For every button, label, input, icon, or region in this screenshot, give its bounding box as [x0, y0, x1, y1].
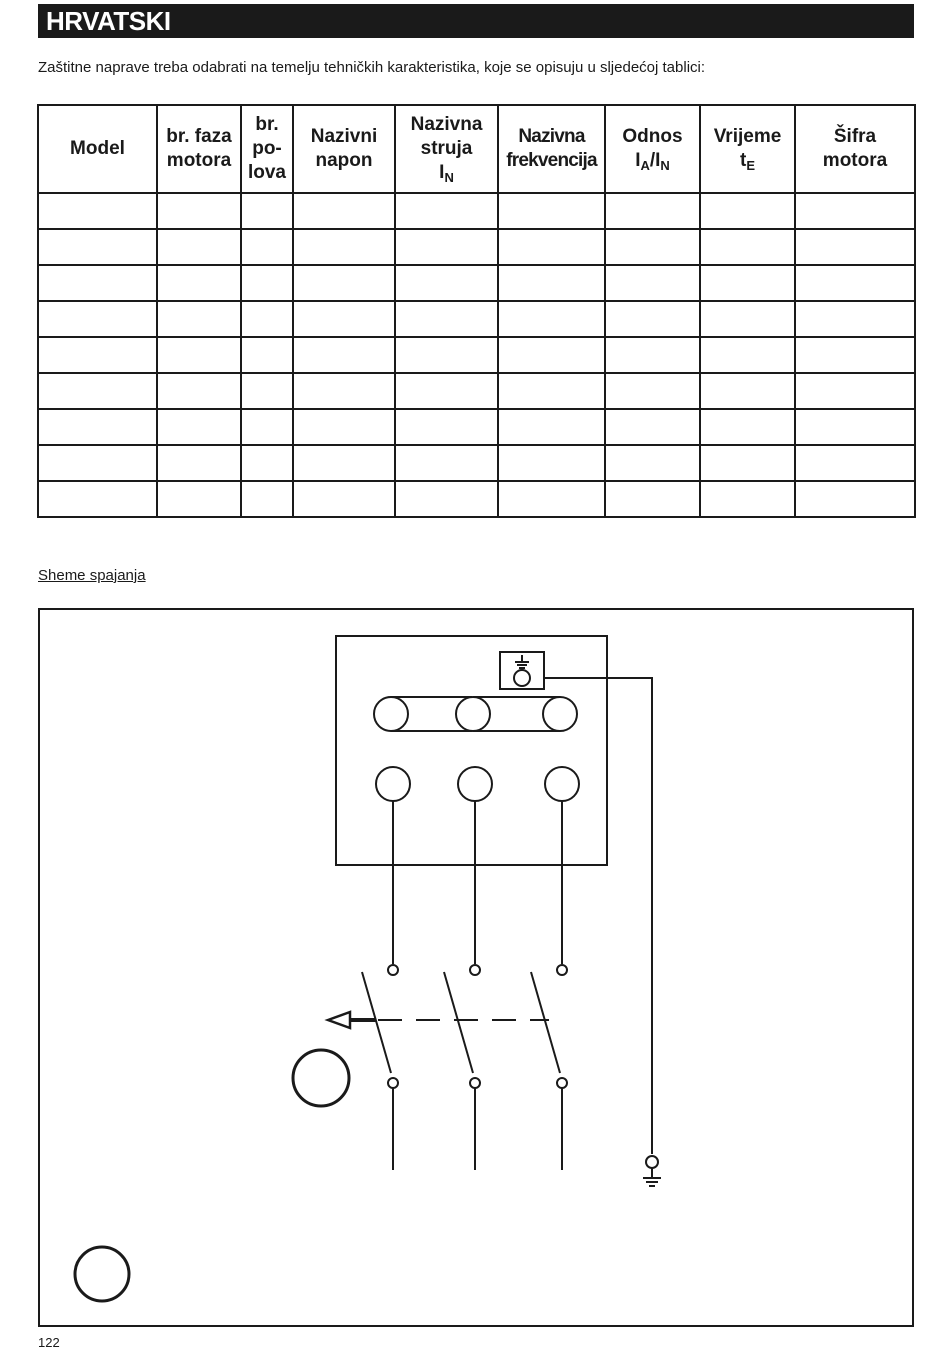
- col-header-rated-voltage: [293, 105, 395, 193]
- callout-circle: [293, 1050, 349, 1106]
- table-cell: [605, 337, 700, 373]
- header-text: Šifra: [833, 126, 877, 147]
- table-cell: [395, 445, 498, 481]
- table-cell: [157, 229, 241, 265]
- switch-contact-bottom-1: [388, 1078, 398, 1088]
- table-cell: [605, 481, 700, 517]
- terminal-upper-3: [543, 697, 577, 731]
- col-header-model: [38, 105, 157, 193]
- table-cell: [498, 373, 605, 409]
- table-cell: [795, 265, 915, 301]
- table-cell: [605, 373, 700, 409]
- table-cell: [157, 373, 241, 409]
- header-text: frekvencija: [506, 150, 597, 171]
- terminal-lower-2: [458, 767, 492, 801]
- switch-contact-bottom-2: [470, 1078, 480, 1088]
- table-cell: [795, 337, 915, 373]
- table-cell: [293, 481, 395, 517]
- header-text: Vrijeme: [713, 126, 782, 147]
- terminal-lower-3: [545, 767, 579, 801]
- table-row: [38, 229, 915, 265]
- table-cell: [498, 337, 605, 373]
- table-cell: [795, 445, 915, 481]
- table-cell: [605, 445, 700, 481]
- section-title: Sheme spajanja: [38, 567, 146, 584]
- table-cell: [498, 409, 605, 445]
- table-cell: [795, 409, 915, 445]
- table-cell: [795, 301, 915, 337]
- table-cell: [700, 229, 795, 265]
- table-cell: [38, 373, 157, 409]
- table-cell: [700, 373, 795, 409]
- table-row: [38, 301, 915, 337]
- table-cell: [395, 301, 498, 337]
- col-header-motor-code: [795, 105, 915, 193]
- table-cell: [498, 445, 605, 481]
- table-cell: [241, 301, 293, 337]
- table-cell: [498, 229, 605, 265]
- table-row: [38, 337, 915, 373]
- table-cell: [38, 265, 157, 301]
- table-body: [38, 193, 915, 517]
- table-cell: [795, 229, 915, 265]
- subscript: N: [660, 158, 670, 173]
- header-text: Nazivni: [310, 126, 378, 147]
- table-cell: [241, 229, 293, 265]
- switch-contact-top-3: [557, 965, 567, 975]
- table-cell: [795, 193, 915, 229]
- header-text: I: [655, 150, 661, 171]
- col-header-rated-current: [395, 105, 498, 193]
- table-cell: [395, 481, 498, 517]
- table-cell: [38, 409, 157, 445]
- actuator-arrow-icon: [328, 1012, 376, 1028]
- table-row: [38, 373, 915, 409]
- table-cell: [38, 337, 157, 373]
- table-cell: [157, 409, 241, 445]
- switch-contact-top-2: [470, 965, 480, 975]
- table-cell: [395, 229, 498, 265]
- table-cell: [38, 229, 157, 265]
- table-cell: [498, 481, 605, 517]
- table-cell: [38, 481, 157, 517]
- subscript: N: [444, 170, 454, 185]
- col-header-poles: [241, 105, 293, 193]
- table-header-row: [38, 105, 915, 193]
- terminal-box: [336, 636, 607, 865]
- table-cell: [605, 229, 700, 265]
- table-row: [38, 193, 915, 229]
- switch-contact-top-1: [388, 965, 398, 975]
- table-row: [38, 409, 915, 445]
- table-cell: [157, 337, 241, 373]
- table-cell: [293, 445, 395, 481]
- header-text: Model: [70, 138, 125, 159]
- col-header-ratio: [605, 105, 700, 193]
- header-text: /: [649, 150, 656, 171]
- table-cell: [241, 373, 293, 409]
- table-cell: [605, 193, 700, 229]
- table-cell: [293, 265, 395, 301]
- table-cell: [38, 301, 157, 337]
- col-header-time: [700, 105, 795, 193]
- table-cell: [157, 301, 241, 337]
- table-row: [38, 265, 915, 301]
- wiring-diagram: [38, 608, 914, 1327]
- table-cell: [38, 445, 157, 481]
- header-text: t: [740, 150, 747, 171]
- header-text: struja: [420, 138, 473, 159]
- table-cell: [157, 265, 241, 301]
- ground-icon: [643, 1168, 661, 1186]
- header-text: Nazivna: [518, 126, 585, 147]
- terminal-upper-1: [374, 697, 408, 731]
- header-text: br. faza: [166, 126, 232, 147]
- header-text: Odnos: [622, 126, 683, 147]
- table-cell: [157, 445, 241, 481]
- col-header-rated-frequency: [498, 105, 605, 193]
- table-cell: [395, 193, 498, 229]
- table-cell: [395, 265, 498, 301]
- switch-blade-3: [531, 972, 560, 1073]
- table-cell: [700, 193, 795, 229]
- header-text: I: [635, 150, 641, 171]
- subscript: A: [640, 158, 650, 173]
- switch-blade-1: [362, 972, 391, 1073]
- table-cell: [293, 409, 395, 445]
- table-cell: [700, 265, 795, 301]
- table-cell: [157, 193, 241, 229]
- table-cell: [700, 409, 795, 445]
- table-cell: [293, 193, 395, 229]
- header-text: br.: [255, 114, 279, 135]
- table-cell: [498, 193, 605, 229]
- switch-blade-2: [444, 972, 473, 1073]
- header-text: po-: [252, 138, 282, 159]
- table-cell: [241, 193, 293, 229]
- terminal-lower-1: [376, 767, 410, 801]
- table-cell: [605, 409, 700, 445]
- col-header-phases: [157, 105, 241, 193]
- subscript: E: [746, 158, 755, 173]
- table-cell: [395, 373, 498, 409]
- table-cell: [241, 445, 293, 481]
- table-row: [38, 481, 915, 517]
- table-cell: [293, 373, 395, 409]
- table-row: [38, 445, 915, 481]
- table-cell: [700, 337, 795, 373]
- table-cell: [293, 301, 395, 337]
- table-cell: [605, 265, 700, 301]
- language-header: HRVATSKI: [38, 4, 914, 38]
- earth-end-terminal: [646, 1156, 658, 1168]
- table-cell: [395, 337, 498, 373]
- table-cell: [241, 265, 293, 301]
- header-text: napon: [315, 150, 373, 171]
- header-text: I: [439, 162, 445, 183]
- table-cell: [700, 301, 795, 337]
- intro-paragraph: Zaštitne naprave treba odabrati na temelju tehničkih karakteristika, koje se opisuju u sljedećoj tablici:: [38, 59, 706, 76]
- callout-circle: [75, 1247, 129, 1301]
- terminal-bridge: [391, 697, 560, 731]
- table-cell: [241, 337, 293, 373]
- table-cell: [241, 409, 293, 445]
- table-cell: [241, 481, 293, 517]
- table-cell: [498, 301, 605, 337]
- header-text: motora: [166, 150, 232, 171]
- table-cell: [38, 193, 157, 229]
- switch-contact-bottom-3: [557, 1078, 567, 1088]
- wiring-diagram-svg: [40, 610, 916, 1329]
- table-cell: [395, 409, 498, 445]
- earth-symbol-icon: [515, 655, 529, 668]
- earth-terminal: [514, 670, 530, 686]
- header-text: motora: [822, 150, 888, 171]
- table-cell: [605, 301, 700, 337]
- table-cell: [498, 265, 605, 301]
- specification-table: [37, 104, 916, 518]
- table-cell: [293, 337, 395, 373]
- page-number: 122: [38, 1335, 60, 1350]
- header-text: lova: [247, 162, 287, 183]
- table-cell: [293, 229, 395, 265]
- table-cell: [700, 481, 795, 517]
- terminal-upper-2: [456, 697, 490, 731]
- table-cell: [795, 373, 915, 409]
- table-cell: [795, 481, 915, 517]
- header-text: Nazivna: [410, 114, 483, 135]
- table-cell: [157, 481, 241, 517]
- table-cell: [700, 445, 795, 481]
- earth-conductor: [544, 678, 652, 1154]
